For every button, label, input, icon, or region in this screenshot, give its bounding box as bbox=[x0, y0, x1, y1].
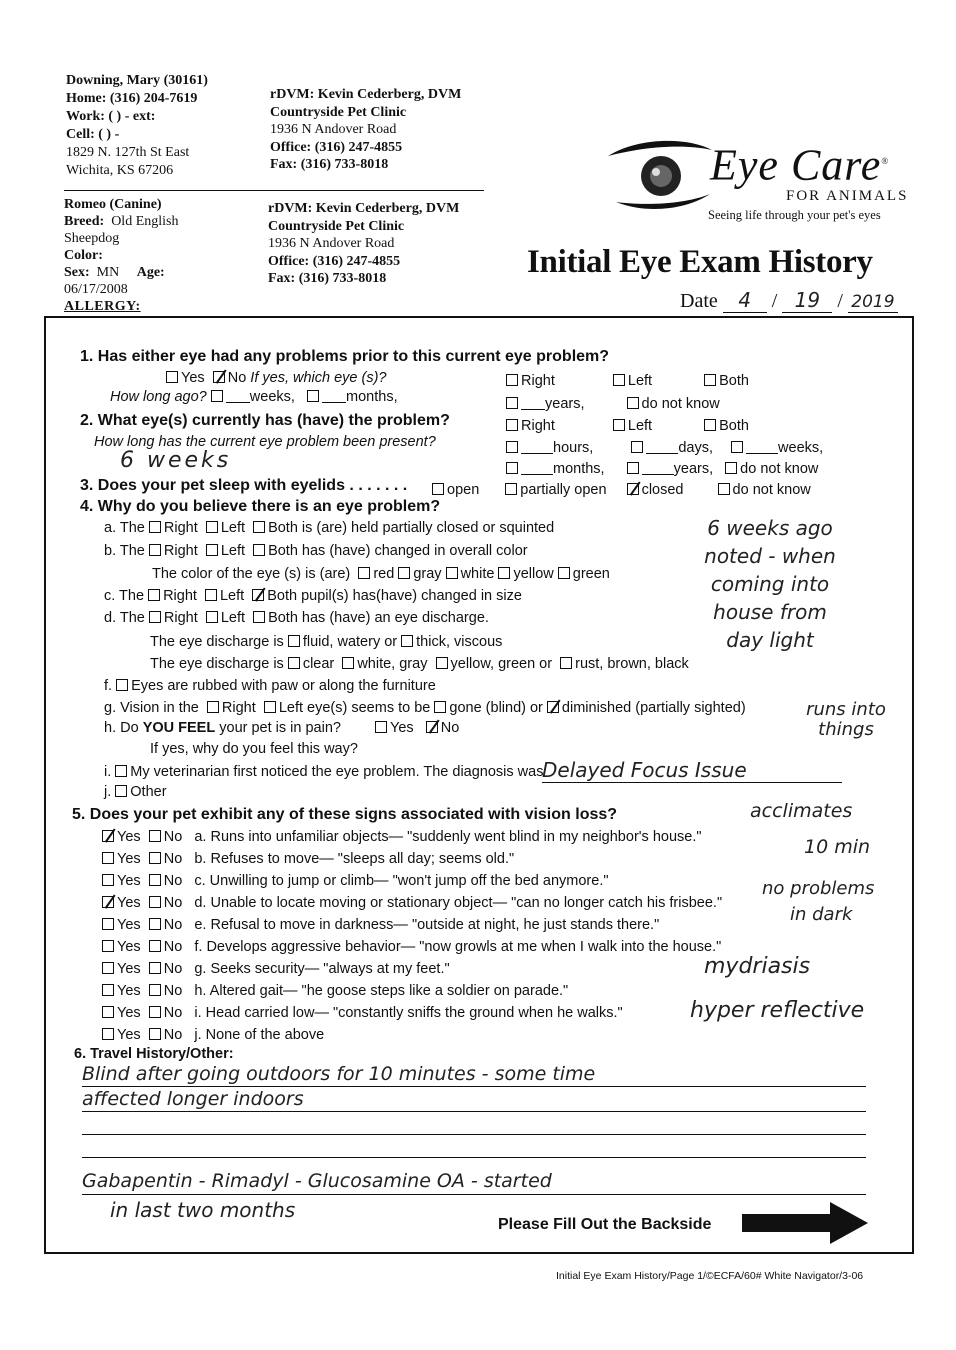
rdvm-bottom-name: rDVM: Kevin Cederberg, DVM bbox=[268, 201, 460, 216]
q4h-row bbox=[104, 720, 459, 736]
form-right-border bbox=[912, 316, 914, 1254]
owner-street: 1829 N. 127th St East bbox=[66, 145, 190, 160]
form-left-border bbox=[44, 316, 46, 1254]
q4c-left-label: Left bbox=[219, 588, 245, 604]
date-month[interactable]: 4 bbox=[723, 288, 767, 313]
q5-yes-checkbox[interactable] bbox=[102, 940, 114, 952]
q4g-row bbox=[104, 700, 746, 716]
q3-open-checkbox[interactable] bbox=[432, 483, 444, 495]
q1-if-yes-label: If yes, which eye (s)? bbox=[250, 370, 387, 386]
q2-months-label: months, bbox=[553, 461, 605, 477]
pet-name: Romeo (Canine) bbox=[64, 197, 162, 212]
q4h-no-checkbox[interactable] bbox=[426, 721, 438, 733]
q4c-both-label: Both pupil(s) has(have) changed in size bbox=[267, 588, 522, 604]
q4f-prefix: f. bbox=[104, 678, 113, 694]
q1-weeks-checkbox[interactable] bbox=[211, 390, 223, 402]
q5-no-checkbox[interactable] bbox=[149, 1006, 161, 1018]
q4d-right-checkbox[interactable] bbox=[149, 611, 161, 623]
q2-weeks-label: weeks, bbox=[778, 440, 824, 456]
q5-yes-checkbox[interactable] bbox=[102, 830, 114, 842]
q3-open-label: open bbox=[447, 482, 480, 498]
q2-days-label: days, bbox=[678, 440, 714, 456]
margin-note: noted - when bbox=[704, 544, 836, 568]
q4b-row bbox=[104, 543, 528, 559]
q4i-row bbox=[104, 764, 543, 780]
q1-yes-no bbox=[166, 370, 386, 386]
travel-line-4[interactable] bbox=[82, 1135, 866, 1158]
date-field[interactable]: Date 4 / 19 / 2019 bbox=[680, 288, 898, 313]
logo-tagline: Seeing life through your pet's eyes bbox=[708, 208, 881, 222]
q4h-no-label: No bbox=[440, 720, 460, 736]
rdvm-top-fax: Fax: (316) 733-8018 bbox=[270, 157, 389, 172]
color-white-checkbox[interactable] bbox=[446, 567, 458, 579]
q2-question: 2. What eye(s) currently has (have) the problem? bbox=[80, 412, 450, 429]
q1-yes-checkbox[interactable] bbox=[166, 371, 178, 383]
q5-yes-label: Yes bbox=[117, 917, 141, 933]
color-red-label: red bbox=[373, 566, 395, 582]
color-yellow-checkbox[interactable] bbox=[498, 567, 510, 579]
owner-cell-phone: Cell: ( ) - bbox=[66, 127, 120, 142]
q1-years-blank[interactable] bbox=[521, 397, 545, 410]
form-title: Initial Eye Exam History bbox=[527, 244, 873, 280]
allergy-label: ALLERGY: bbox=[64, 299, 141, 314]
color-yellow-label: yellow bbox=[513, 566, 554, 582]
rdvm-top-office: Office: (316) 247-4855 bbox=[270, 139, 403, 155]
q2-hours-checkbox[interactable] bbox=[506, 441, 518, 453]
q2-duration-row2 bbox=[506, 461, 818, 477]
q5-item bbox=[102, 980, 722, 1002]
q4g-gone-label: gone (blind) or bbox=[449, 700, 543, 716]
q5-item-label: e. Refusal to move in darkness— "outside at night, he just stands there." bbox=[194, 917, 660, 933]
q3-question: 3. Does your pet sleep with eyelids . . . . . . . bbox=[80, 477, 408, 494]
q2-weeks-checkbox[interactable] bbox=[731, 441, 743, 453]
q5-no-label: No bbox=[163, 1005, 183, 1021]
q4g-right-label: Right bbox=[221, 700, 256, 716]
discharge-clear-label: clear bbox=[302, 656, 335, 672]
q5-no-label: No bbox=[163, 939, 183, 955]
discharge-clear-checkbox[interactable] bbox=[288, 657, 300, 669]
q4a-right-checkbox[interactable] bbox=[149, 521, 161, 533]
q4g-diminished-label: diminished (partially sighted) bbox=[561, 700, 746, 716]
logo-care: Care bbox=[790, 140, 882, 190]
q1-dont-know-label: do not know bbox=[641, 396, 720, 412]
q5-item bbox=[102, 1002, 722, 1024]
q5-no-checkbox[interactable] bbox=[149, 874, 161, 886]
owner-block bbox=[66, 72, 208, 144]
travel-line-6[interactable]: in last two months bbox=[110, 1198, 296, 1222]
rdvm-bottom-fax: Fax: (316) 733-8018 bbox=[268, 271, 387, 286]
logo-eye: Eye bbox=[710, 140, 779, 190]
q5-item-label: a. Runs into unfamiliar objects— "suddenly went blind in my neighbor's house." bbox=[194, 829, 702, 845]
q2-dont-know-checkbox[interactable] bbox=[725, 462, 737, 474]
q1-right-checkbox[interactable] bbox=[506, 374, 518, 386]
color-green-checkbox[interactable] bbox=[558, 567, 570, 579]
q4c-left-checkbox[interactable] bbox=[205, 589, 217, 601]
q5-yes-checkbox[interactable] bbox=[102, 1006, 114, 1018]
q5-yes-checkbox[interactable] bbox=[102, 962, 114, 974]
q4g-gone-checkbox[interactable] bbox=[434, 701, 446, 713]
q4f-checkbox[interactable] bbox=[116, 679, 128, 691]
q4d-left-label: Left bbox=[220, 610, 245, 626]
q5-item bbox=[102, 848, 722, 870]
q5-yes-label: Yes bbox=[117, 1027, 141, 1043]
color-red-checkbox[interactable] bbox=[358, 567, 370, 579]
q4g-right-checkbox[interactable] bbox=[207, 701, 219, 713]
q4j-prefix: j. bbox=[104, 784, 112, 800]
q2-right-label: Right bbox=[521, 418, 555, 434]
q1-months-checkbox[interactable] bbox=[307, 390, 319, 402]
q4d-row bbox=[104, 610, 489, 626]
date-day[interactable]: 19 bbox=[782, 288, 832, 313]
q4a-both-checkbox[interactable] bbox=[253, 521, 265, 533]
q5-no-label: No bbox=[163, 917, 183, 933]
q1-months-label: months, bbox=[346, 389, 398, 405]
q5-item bbox=[102, 870, 722, 892]
logo-wordmark bbox=[710, 138, 889, 189]
sex-label: Sex: bbox=[64, 265, 90, 280]
margin-note: 6 weeks ago bbox=[707, 516, 833, 540]
q1-dont-know-checkbox[interactable] bbox=[627, 397, 639, 409]
q1-months-blank[interactable] bbox=[322, 390, 346, 403]
q6-question: 6. Travel History/Other: bbox=[74, 1046, 234, 1062]
q4c-both-checkbox[interactable] bbox=[252, 589, 264, 601]
q5-item-label: d. Unable to locate moving or stationary object— "can no longer catch his frisbee." bbox=[194, 895, 723, 911]
q4-question: 4. Why do you believe there is an eye problem? bbox=[80, 498, 441, 515]
q1-both-label: Both bbox=[719, 373, 749, 389]
margin-note: acclimates bbox=[750, 800, 853, 822]
q4j-checkbox[interactable] bbox=[115, 785, 127, 797]
q2-handwritten-duration[interactable]: 6 weeks bbox=[120, 448, 232, 473]
q5-yes-label: Yes bbox=[117, 851, 141, 867]
q4h-yes-label: Yes bbox=[390, 720, 414, 736]
q1-both-checkbox[interactable] bbox=[704, 374, 716, 386]
q4h-label: your pet is in pain? bbox=[219, 720, 341, 736]
color-label: Color: bbox=[64, 248, 103, 263]
q4g-prefix: g. Vision in the bbox=[104, 700, 199, 716]
q3-partially-open-checkbox[interactable] bbox=[505, 483, 517, 495]
q4h-yes-checkbox[interactable] bbox=[375, 721, 387, 733]
logo-for-animals: FOR ANIMALS bbox=[786, 188, 909, 204]
q5-no-checkbox[interactable] bbox=[149, 918, 161, 930]
color-green-label: green bbox=[572, 566, 610, 582]
q4a-row bbox=[104, 520, 554, 536]
q1-how-long bbox=[110, 389, 398, 405]
eye-logo-icon bbox=[606, 136, 716, 216]
q5-yes-label: Yes bbox=[117, 983, 141, 999]
q4f-label: Eyes are rubbed with paw or along the furniture bbox=[131, 678, 436, 694]
q5-yes-label: Yes bbox=[117, 961, 141, 977]
header-divider bbox=[64, 190, 484, 191]
q1-yes-label: Yes bbox=[181, 370, 205, 386]
sex-value: MN bbox=[96, 265, 120, 280]
discharge-yellow-checkbox[interactable] bbox=[436, 657, 448, 669]
q4b-left-checkbox[interactable] bbox=[206, 544, 218, 556]
q2-months-blank[interactable] bbox=[521, 462, 553, 475]
owner-home-phone: Home: (316) 204-7619 bbox=[66, 91, 198, 106]
q5-no-label: No bbox=[163, 961, 183, 977]
q4b-right-label: Right bbox=[163, 543, 198, 559]
owner-name: Downing, Mary (30161) bbox=[66, 73, 208, 88]
q5-item bbox=[102, 914, 722, 936]
rdvm-bottom-block bbox=[268, 200, 459, 288]
q5-no-checkbox[interactable] bbox=[149, 940, 161, 952]
q5-item-label: c. Unwilling to jump or climb— "won't jump off the bed anymore." bbox=[194, 873, 609, 889]
q4h-why-label: If yes, why do you feel this way? bbox=[150, 741, 358, 757]
q5-no-label: No bbox=[163, 873, 183, 889]
discharge-thick-checkbox[interactable] bbox=[401, 635, 413, 647]
q5-no-checkbox[interactable] bbox=[149, 1028, 161, 1040]
q5-no-checkbox[interactable] bbox=[149, 962, 161, 974]
q1-weeks-blank[interactable] bbox=[226, 390, 250, 403]
q4d-both-checkbox[interactable] bbox=[253, 611, 265, 623]
q3-closed-label: closed bbox=[641, 482, 684, 498]
q2-years-checkbox[interactable] bbox=[627, 462, 639, 474]
q5-item bbox=[102, 936, 722, 958]
form-bottom-border bbox=[44, 1252, 914, 1254]
q2-years-label: years, bbox=[673, 461, 714, 477]
q2-how-long-label: How long has the current eye problem been present? bbox=[94, 434, 436, 450]
q2-eye-choices bbox=[506, 418, 749, 434]
q4b-color-row bbox=[152, 566, 610, 582]
q2-days-checkbox[interactable] bbox=[631, 441, 643, 453]
q1-left-checkbox[interactable] bbox=[613, 374, 625, 386]
discharge-white-label: white, gray bbox=[357, 656, 428, 672]
footer-text: Initial Eye Exam History/Page 1/©ECFA/60# White Navigator/3-06 bbox=[556, 1270, 864, 1282]
rdvm-top-address: 1936 N Andover Road bbox=[270, 122, 397, 137]
date-year[interactable]: 2019 bbox=[848, 292, 898, 313]
diagnosis-field[interactable]: Delayed Focus Issue bbox=[542, 758, 842, 783]
q5-no-label: No bbox=[163, 1027, 183, 1043]
q4d-both-label: Both has (have) an eye discharge. bbox=[268, 610, 489, 626]
q4g-left-checkbox[interactable] bbox=[264, 701, 276, 713]
age-label: Age: bbox=[136, 265, 165, 280]
q5-item bbox=[102, 958, 722, 980]
arrow-right-icon bbox=[742, 1200, 870, 1246]
discharge-rust-label: rust, brown, black bbox=[575, 656, 689, 672]
q5-no-label: No bbox=[163, 895, 183, 911]
q1-no-checkbox[interactable] bbox=[213, 371, 225, 383]
q5-yes-checkbox[interactable] bbox=[102, 1028, 114, 1040]
pet-block bbox=[64, 196, 178, 315]
logo-registered: ® bbox=[881, 156, 890, 166]
q1-weeks-label: weeks, bbox=[249, 389, 295, 405]
margin-note: 10 min bbox=[804, 836, 871, 858]
q4c-row bbox=[104, 588, 522, 604]
rdvm-top-block bbox=[270, 86, 461, 174]
q1-no-label: No bbox=[227, 370, 247, 386]
margin-note: no problems bbox=[762, 878, 875, 899]
q4-margin-notes-2 bbox=[796, 700, 896, 740]
q4b-both-label: Both has (have) changed in overall color bbox=[268, 543, 528, 559]
q1-years-row bbox=[506, 396, 720, 412]
q4j-row bbox=[104, 784, 167, 800]
q5-yes-label: Yes bbox=[117, 939, 141, 955]
q5-yes-checkbox[interactable] bbox=[102, 918, 114, 930]
q4b-right-checkbox[interactable] bbox=[149, 544, 161, 556]
q5-no-label: No bbox=[163, 829, 183, 845]
owner-work-phone: Work: ( ) - ext: bbox=[66, 109, 156, 124]
q2-weeks-blank[interactable] bbox=[746, 441, 778, 454]
q5-item bbox=[102, 892, 722, 914]
q5-yes-checkbox[interactable] bbox=[102, 896, 114, 908]
pet-dob: 06/17/2008 bbox=[64, 282, 128, 297]
q4a-left-label: Left bbox=[220, 520, 245, 536]
q2-dont-know-label: do not know bbox=[740, 461, 819, 477]
q5-item-label: f. Develops aggressive behavior— "now growls at me when I walk into the house." bbox=[194, 939, 722, 955]
q4h-you-feel: YOU FEEL bbox=[142, 720, 216, 736]
discharge-type-row bbox=[150, 634, 502, 650]
q4i-checkbox[interactable] bbox=[115, 765, 127, 777]
q1-right-label: Right bbox=[521, 373, 555, 389]
q3-choices bbox=[432, 482, 811, 498]
travel-line-2[interactable]: affected longer indoors bbox=[82, 1087, 866, 1112]
q5-yes-checkbox[interactable] bbox=[102, 874, 114, 886]
margin-note: hyper reflective bbox=[690, 998, 865, 1023]
breed-value: Old English bbox=[111, 214, 179, 229]
rdvm-bottom-office: Office: (316) 247-4855 bbox=[268, 253, 401, 269]
owner-address bbox=[66, 144, 189, 180]
q4a-both-label: Both is (are) held partially closed or squinted bbox=[268, 520, 555, 536]
q5-no-checkbox[interactable] bbox=[149, 984, 161, 996]
breed-value-line2: Sheepdog bbox=[64, 231, 120, 246]
q2-hours-blank[interactable] bbox=[521, 441, 553, 454]
q4g-left-label: Left eye(s) seems to be bbox=[278, 700, 431, 716]
q2-hours-label: hours, bbox=[553, 440, 594, 456]
rdvm-bottom-address: 1936 N Andover Road bbox=[268, 236, 395, 251]
margin-note: runs into bbox=[806, 699, 886, 720]
color-gray-checkbox[interactable] bbox=[398, 567, 410, 579]
q5-yes-label: Yes bbox=[117, 873, 141, 889]
q3-dont-know-label: do not know bbox=[732, 482, 811, 498]
q5-items bbox=[102, 826, 722, 1046]
discharge-thick-label: thick, viscous bbox=[416, 634, 503, 650]
q4a-right-label: Right bbox=[163, 520, 198, 536]
color-white-label: white bbox=[460, 566, 495, 582]
q4b-color-label: The color of the eye (s) is (are) bbox=[152, 566, 351, 582]
q4d-right-label: Right bbox=[163, 610, 198, 626]
q1-question: 1. Has either eye had any problems prior to this current eye problem? bbox=[80, 348, 610, 365]
q4d-left-checkbox[interactable] bbox=[206, 611, 218, 623]
q4c-prefix: c. The bbox=[104, 588, 145, 604]
rdvm-top-clinic: Countryside Pet Clinic bbox=[270, 104, 407, 120]
q2-months-checkbox[interactable] bbox=[506, 462, 518, 474]
rdvm-bottom-clinic: Countryside Pet Clinic bbox=[268, 218, 405, 234]
q4g-diminished-checkbox[interactable] bbox=[547, 701, 559, 713]
rdvm-top-name: rDVM: Kevin Cederberg, DVM bbox=[270, 87, 462, 102]
margin-note: coming into bbox=[710, 572, 830, 596]
margin-note: day light bbox=[726, 628, 814, 652]
q2-days-blank[interactable] bbox=[646, 441, 678, 454]
q1-eye-choices bbox=[506, 373, 749, 389]
q4b-both-checkbox[interactable] bbox=[253, 544, 265, 556]
discharge-color-row bbox=[150, 656, 689, 672]
q5-item-label: h. Altered gait— "he goose steps like a soldier on parade." bbox=[194, 983, 569, 999]
q5-no-checkbox[interactable] bbox=[149, 830, 161, 842]
fill-backside-text: Please Fill Out the Backside bbox=[498, 1216, 712, 1233]
q5-no-checkbox[interactable] bbox=[149, 896, 161, 908]
form-top-border bbox=[44, 316, 914, 318]
discharge-fluid-label: fluid, watery or bbox=[302, 634, 398, 650]
q2-duration-row1 bbox=[506, 440, 823, 456]
q4j-label: Other bbox=[130, 784, 167, 800]
eye-care-logo bbox=[606, 136, 926, 228]
q5-question: 5. Does your pet exhibit any of these signs associated with vision loss? bbox=[72, 806, 618, 823]
q5-no-label: No bbox=[163, 851, 183, 867]
travel-line-3[interactable] bbox=[82, 1112, 866, 1135]
q1-years-checkbox[interactable] bbox=[506, 397, 518, 409]
q2-left-checkbox[interactable] bbox=[613, 419, 625, 431]
margin-note: mydriasis bbox=[704, 954, 811, 979]
q4b-left-label: Left bbox=[220, 543, 245, 559]
owner-city: Wichita, KS 67206 bbox=[66, 163, 174, 178]
q5-item-label: i. Head carried low— "constantly sniffs the ground when he walks." bbox=[194, 1005, 623, 1021]
travel-line-5[interactable]: Gabapentin - Rimadyl - Glucosamine OA - started bbox=[82, 1168, 866, 1195]
q1-how-long-label: How long ago? bbox=[110, 389, 207, 405]
q3-partially-open-label: partially open bbox=[520, 482, 607, 498]
discharge-white-checkbox[interactable] bbox=[342, 657, 354, 669]
q4c-right-label: Right bbox=[163, 588, 197, 604]
q3-dont-know-checkbox[interactable] bbox=[718, 483, 730, 495]
discharge-rust-checkbox[interactable] bbox=[560, 657, 572, 669]
discharge-yellow-label: yellow, green or bbox=[450, 656, 553, 672]
q4a-left-checkbox[interactable] bbox=[206, 521, 218, 533]
q5-no-label: No bbox=[163, 983, 183, 999]
discharge-color-label: The eye discharge is bbox=[150, 656, 284, 672]
color-gray-label: gray bbox=[413, 566, 442, 582]
q2-years-blank[interactable] bbox=[642, 462, 674, 475]
margin-note: house from bbox=[713, 600, 827, 624]
q2-right-checkbox[interactable] bbox=[506, 419, 518, 431]
date-label: Date bbox=[680, 290, 718, 312]
q4i-prefix: i. bbox=[104, 764, 112, 780]
travel-line-1[interactable]: Blind after going outdoors for 10 minutes - some time bbox=[82, 1062, 866, 1087]
q5-item bbox=[102, 826, 722, 848]
q5-item-label: b. Refuses to move— "sleeps all day; seems old." bbox=[194, 851, 515, 867]
discharge-fluid-checkbox[interactable] bbox=[288, 635, 300, 647]
q4c-right-checkbox[interactable] bbox=[148, 589, 160, 601]
q4d-prefix: d. The bbox=[104, 610, 145, 626]
q5-item-label: g. Seeks security— "always at my feet." bbox=[194, 961, 450, 977]
q5-no-checkbox[interactable] bbox=[149, 852, 161, 864]
q5-yes-checkbox[interactable] bbox=[102, 852, 114, 864]
q5-yes-label: Yes bbox=[117, 829, 141, 845]
q4f-row bbox=[104, 678, 436, 694]
margin-note: in dark bbox=[790, 904, 853, 925]
q4a-prefix: a. The bbox=[104, 520, 145, 536]
q2-both-label: Both bbox=[719, 418, 749, 434]
q4b-prefix: b. The bbox=[104, 543, 145, 559]
q4-margin-notes bbox=[650, 514, 890, 654]
q2-both-checkbox[interactable] bbox=[704, 419, 716, 431]
q5-item bbox=[102, 1024, 722, 1046]
q5-yes-label: Yes bbox=[117, 895, 141, 911]
breed-label: Breed: bbox=[64, 214, 105, 229]
margin-note: things bbox=[818, 719, 874, 740]
q4h-prefix: h. Do bbox=[104, 720, 139, 736]
q1-left-label: Left bbox=[627, 373, 653, 389]
q3-closed-checkbox[interactable] bbox=[627, 483, 639, 495]
discharge-type-label: The eye discharge is bbox=[150, 634, 284, 650]
q5-item-label: j. None of the above bbox=[194, 1027, 325, 1043]
q1-years-label: years, bbox=[545, 396, 585, 412]
q2-left-label: Left bbox=[627, 418, 653, 434]
q5-yes-checkbox[interactable] bbox=[102, 984, 114, 996]
q5-yes-label: Yes bbox=[117, 1005, 141, 1021]
q4i-label: My veterinarian first noticed the eye problem. The diagnosis was bbox=[130, 764, 544, 780]
